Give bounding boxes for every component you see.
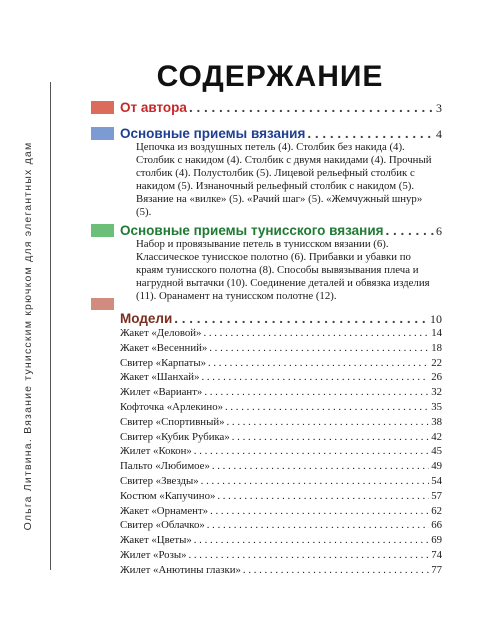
toc-section-title: Основные приемы вязания: [120, 126, 306, 141]
toc-model-name: Жилет «Кокон»: [120, 445, 192, 458]
toc-section-basics[interactable]: [120, 126, 442, 142]
toc-model-name: Свитер «Карпаты»: [120, 356, 206, 369]
leader-dots: [212, 460, 429, 472]
toc-model-name: Свитер «Спортивный»: [120, 415, 225, 428]
leader-dots: [201, 371, 429, 383]
leader-dots: [203, 327, 429, 339]
section-description: Цепочка из воздушных петель (4). Столбик без накида (4). Столбик с накидом (4). Столбик с двумя накидами (4). Прочный столбик (4). Полустолбик (5). Лицевой рельефный столбик с накидом (5). Изнаночный рельефный столбик с накидом (5). Вязание на «вилке» (5). «Рачий шаг» (5). «Жемчужный шнур» (5).: [136, 141, 432, 219]
toc-section-title: От автора: [120, 100, 187, 115]
leader-dots: [189, 549, 430, 561]
toc-model-item[interactable]: [120, 416, 442, 428]
toc-page-number: 10: [430, 312, 442, 326]
leader-dots: [386, 223, 434, 238]
toc-page-number: 62: [431, 504, 442, 517]
toc-page-number: 14: [431, 327, 442, 339]
toc-page-number: 6: [436, 224, 442, 238]
section-marker-red: [91, 101, 114, 114]
toc-section-author[interactable]: [120, 100, 442, 116]
toc-model-item[interactable]: [120, 475, 442, 487]
toc-section-tunisian[interactable]: [120, 223, 442, 239]
toc-model-item[interactable]: [120, 386, 442, 398]
toc-model-item[interactable]: [120, 505, 442, 517]
toc-model-item[interactable]: [120, 519, 442, 531]
leader-dots: [225, 401, 429, 413]
toc-page-number: 66: [431, 519, 442, 532]
spine-rule: [50, 82, 51, 570]
toc-page-number: 4: [436, 127, 442, 141]
section-marker-brown: [91, 298, 114, 310]
leader-dots: [194, 534, 429, 546]
toc-page-number: 22: [431, 356, 442, 369]
leader-dots: [307, 126, 434, 141]
toc-model-name: Костюм «Капучино»: [120, 489, 216, 502]
leader-dots: [208, 357, 429, 369]
toc-model-name: Жакет «Весенний»: [120, 341, 208, 354]
toc-page-number: 18: [431, 341, 442, 354]
book-author-title-vertical: Ольга Литвина. Вязание тунисским крючком для элегантных дам: [22, 141, 34, 531]
leader-dots: [204, 386, 429, 398]
toc-page-number: 45: [431, 445, 442, 458]
section-marker-green: [91, 224, 114, 237]
toc-section-models[interactable]: [120, 311, 442, 327]
toc-page-number: 26: [431, 371, 442, 384]
toc-model-item[interactable]: [120, 401, 442, 413]
leader-dots: [209, 342, 429, 354]
toc-page-number: 32: [431, 386, 442, 399]
toc-model-name: Жакет «Шанхай»: [120, 371, 200, 384]
toc-model-item[interactable]: [120, 445, 442, 457]
toc-model-name: Жакет «Орнамент»: [120, 504, 209, 517]
toc-model-name: Свитер «Звезды»: [120, 475, 199, 487]
toc-page-number: 69: [431, 534, 442, 547]
toc-page-number: 3: [436, 101, 442, 115]
leader-dots: [189, 100, 434, 115]
toc-page-number: 77: [431, 563, 442, 576]
section-description: Набор и провязывание петель в тунисском вязании (6). Классическое тунисское полотно (6). Прибавки и убавки по краям тунисского полотна (8). Способы вывязывания плеча и нагрудной вытачки (10). Соединение деталей и обвязка изделия (11). Оранамент на тунисском полотне (12).: [136, 238, 430, 303]
toc-model-item[interactable]: [120, 490, 442, 502]
toc-model-name: Жакет «Цветы»: [120, 534, 192, 547]
leader-dots: [201, 475, 430, 487]
toc-page-number: 54: [431, 475, 442, 487]
toc-model-item[interactable]: [120, 342, 442, 354]
section-marker-blue: [91, 127, 114, 140]
toc-model-item[interactable]: [120, 564, 442, 576]
toc-model-item[interactable]: [120, 371, 442, 383]
toc-model-name: Жилет «Розы»: [120, 549, 187, 561]
leader-dots: [217, 490, 429, 502]
toc-section-title: Модели: [120, 311, 173, 326]
toc-model-name: Кофточка «Арлекино»: [120, 401, 223, 413]
leader-dots: [243, 564, 429, 576]
toc-model-name: Свитер «Кубик Рубика»: [120, 430, 230, 443]
leader-dots: [174, 311, 428, 326]
leader-dots: [210, 505, 429, 517]
toc-page-number: 38: [431, 415, 442, 428]
toc-model-name: Жилет «Анютины глазки»: [120, 563, 241, 576]
toc-page-number: 74: [431, 549, 442, 561]
toc-page-number: 35: [431, 401, 442, 413]
toc-model-name: Жакет «Деловой»: [120, 327, 202, 339]
toc-model-item[interactable]: [120, 431, 442, 443]
toc-model-item[interactable]: [120, 534, 442, 546]
leader-dots: [207, 519, 429, 531]
toc-model-name: Пальто «Любимое»: [120, 460, 210, 473]
toc-model-item[interactable]: [120, 549, 442, 561]
leader-dots: [232, 431, 429, 443]
toc-model-name: Жилет «Вариант»: [120, 386, 203, 399]
toc-section-title: Основные приемы тунисского вязания: [120, 223, 384, 238]
toc-page-number: 57: [431, 489, 442, 502]
toc-page-number: 49: [431, 460, 442, 473]
page-title: СОДЕРЖАНИЕ: [156, 60, 384, 93]
toc-model-item[interactable]: [120, 357, 442, 369]
leader-dots: [227, 416, 430, 428]
toc-model-name: Свитер «Облачко»: [120, 519, 205, 532]
leader-dots: [194, 445, 429, 457]
toc-model-item[interactable]: [120, 460, 442, 472]
toc-page-number: 42: [431, 430, 442, 443]
toc-model-item[interactable]: [120, 327, 442, 339]
